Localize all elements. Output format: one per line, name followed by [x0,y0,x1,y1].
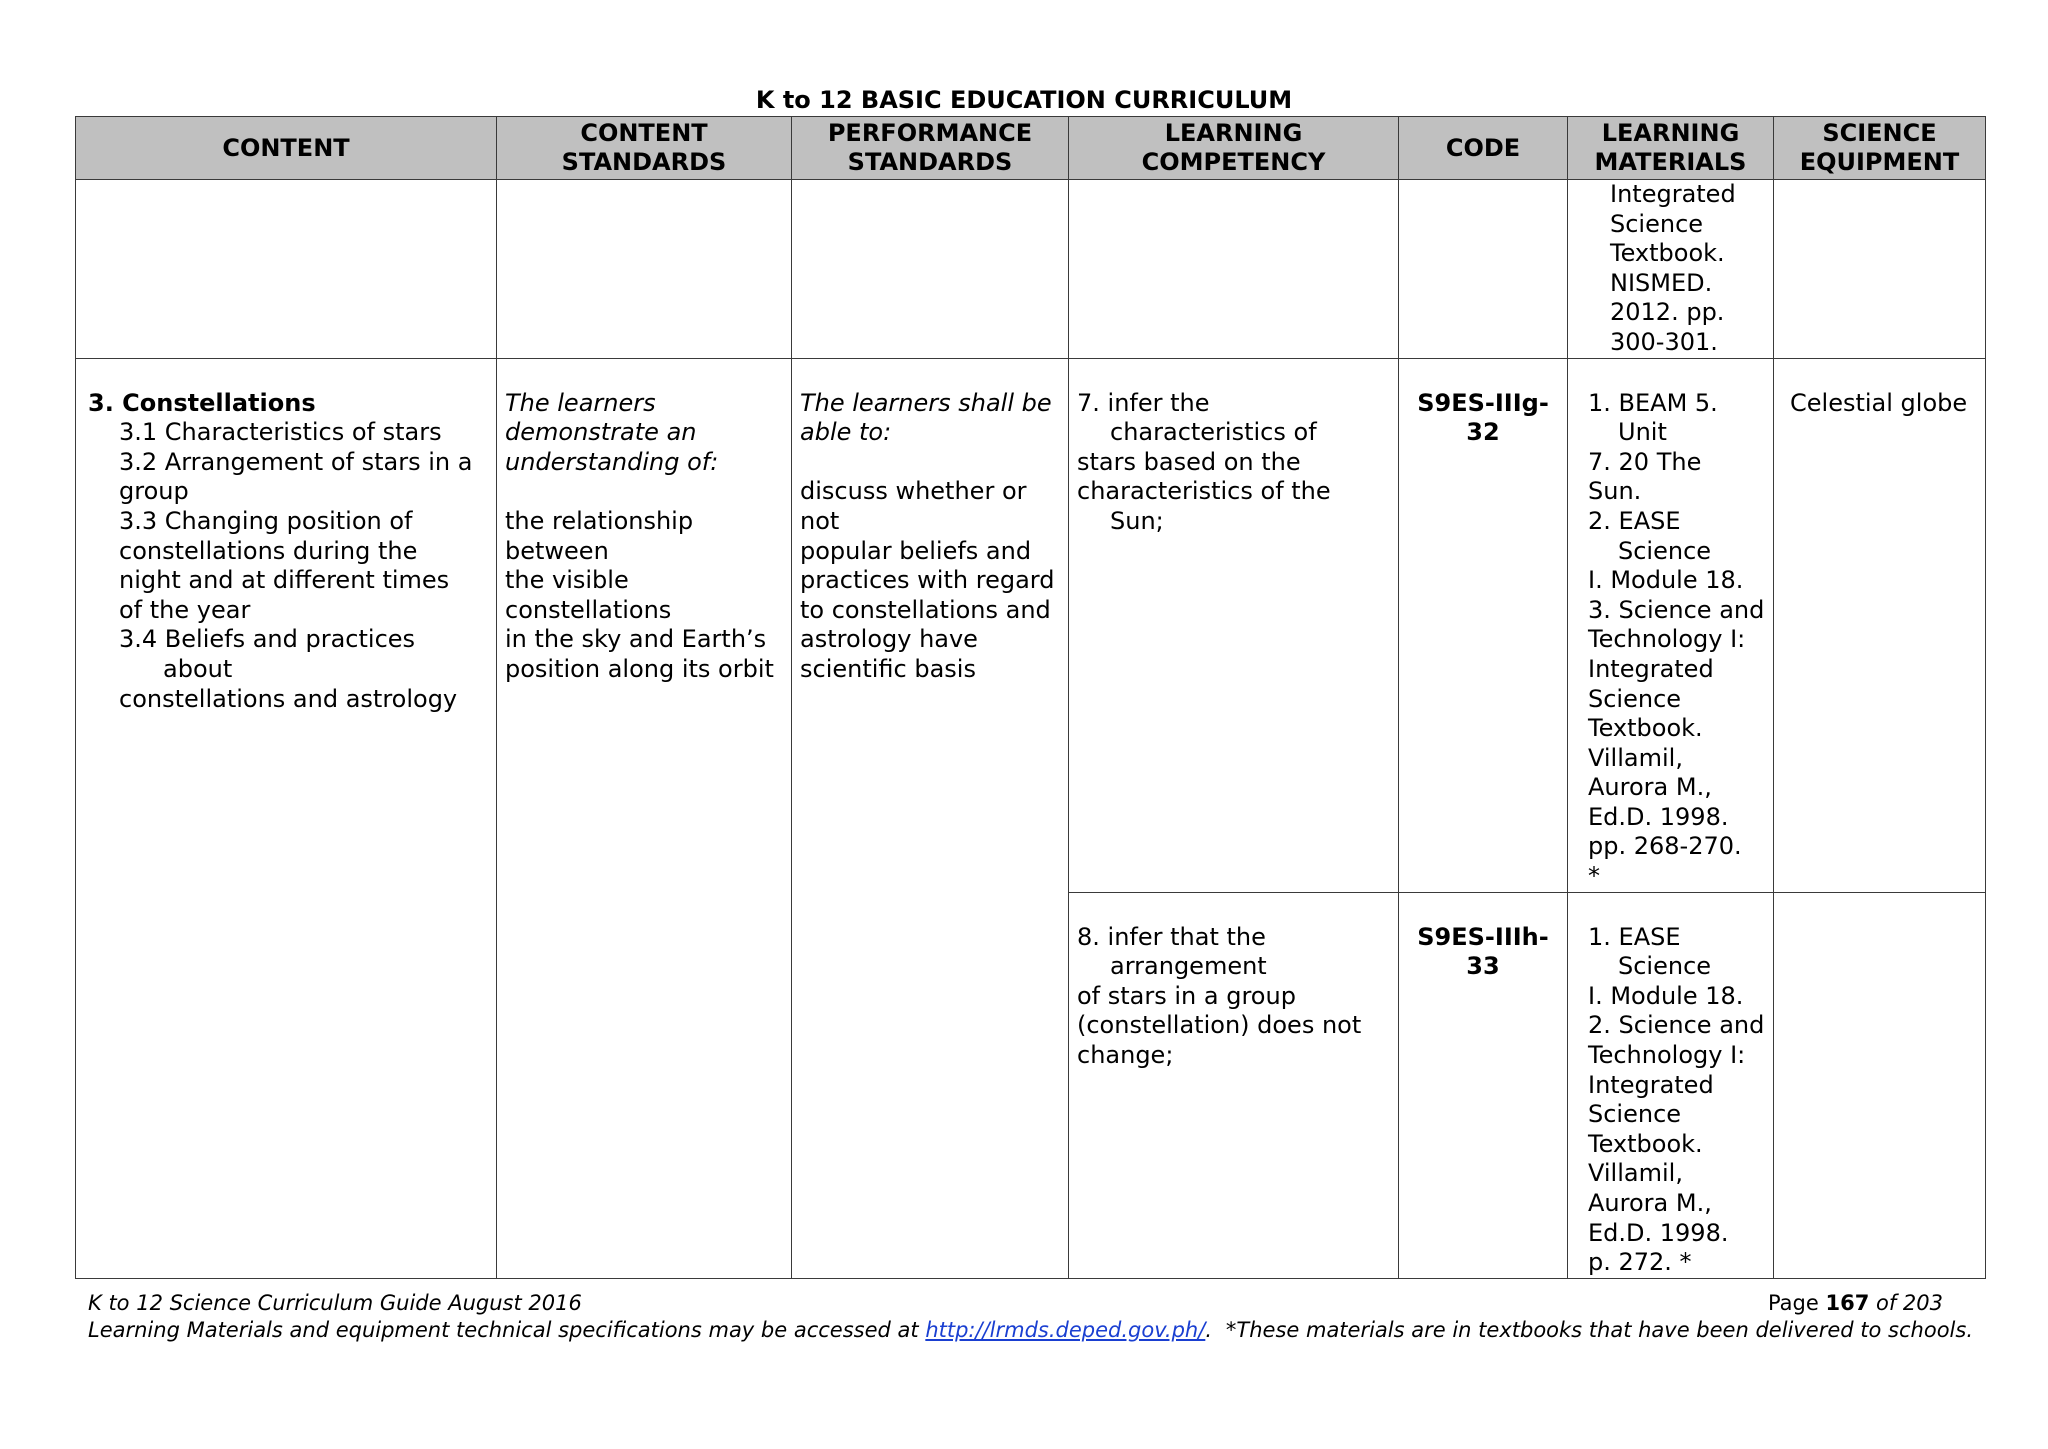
header-performance-standards: PERFORMANCE STANDARDS [792,117,1069,180]
header-content-standards: CONTENT STANDARDS [497,117,792,180]
content-subtopic: 3.4 Beliefs and practices about constellations and astrology [119,625,458,713]
material-item: 2. Science and Technology I: Integrated Science Textbook. Villamil, Aurora M., Ed.D. 1998. p. 272. * [1588,1011,1765,1277]
footer-page-number: Page 167 of 203 [1767,1291,1943,1315]
content-standards-intro: The learners demonstrate an understanding of: [505,388,719,476]
cell-content-standards [497,358,792,1278]
cell-code: S9ES-IIIg- 32 [1399,358,1568,892]
competency-code: S9ES-IIIg- [1417,388,1549,417]
competency-code: S9ES-IIIh- [1417,922,1549,951]
header-learning-competency: LEARNING COMPETENCY [1069,117,1399,180]
cell-competency [1069,892,1399,1278]
material-item: 1. BEAM 5. Unit 7. 20 The Sun. [1588,388,1718,506]
cell-competency [1069,180,1399,359]
table-header-row [76,117,1986,180]
content-standards-body: the relationship between the visible constellations in the sky and Earth’s position along its orbit [505,506,774,683]
competency-item: 8. infer that the arrangement of stars in a group (constellation) does not change; [1077,922,1362,1070]
cell-equipment [1774,180,1986,359]
cell-performance-standards [792,358,1069,1278]
header-content: CONTENT [76,117,497,180]
material-item: 3. Science and Technology I: Integrated Science Textbook. Villamil, Aurora M., Ed.D. 1998. pp. 268-270. * [1588,595,1765,891]
performance-intro: The learners shall be able to: [800,388,1052,447]
cell-materials [1568,358,1774,892]
content-subtopic: 3.3 Changing position of constellations during the night and at different times of the year [119,506,450,624]
table-row [76,358,1986,892]
table-row [76,180,1986,359]
header-science-equipment: SCIENCE EQUIPMENT [1774,117,1986,180]
content-subtopic: 3.2 Arrangement of stars in a group [119,447,473,506]
cell-content [76,358,497,1278]
content-subtopic: 3.1 Characteristics of stars [119,418,442,447]
material-item: 1. EASE Science I. Module 18. [1588,922,1744,1010]
cell-equipment [1774,892,1986,1278]
competency-item: 7. infer the characteristics of stars based on the characteristics of the Sun; [1077,388,1331,535]
material-item: 2. EASE Science I. Module 18. [1588,506,1744,595]
cell-content-standards [497,180,792,359]
footer-guide-title: K to 12 Science Curriculum Guide August 2016 [88,1291,582,1315]
cell-materials: Integrated Science Textbook. NISMED. 2012. pp. 300-301. [1568,180,1774,359]
lrmds-link[interactable]: http://lrmds.deped.gov.ph/ [925,1318,1206,1342]
page-footer [88,1290,1973,1344]
cell-equipment [1774,358,1986,892]
curriculum-table [75,116,1986,1279]
header-code: CODE [1399,117,1568,180]
footer-access-note: Learning Materials and equipment technical specifications may be accessed at http://lrmds.deped.gov.ph/. [88,1318,1213,1342]
cell-materials [1568,892,1774,1278]
footer-textbook-note: *These materials are in textbooks that have been delivered to schools. [1225,1318,1973,1342]
equipment-item: Celestial globe [1790,388,1968,417]
cell-content [76,180,497,359]
content-heading: 3. Constellations [88,388,316,417]
cell-code: S9ES-IIIh- 33 [1399,892,1568,1278]
document-title: K to 12 BASIC EDUCATION CURRICULUM [755,86,1293,114]
header-learning-materials: LEARNING MATERIALS [1568,117,1774,180]
performance-body: discuss whether or not popular beliefs and practices with regard to constellations and astrology have scientific basis [800,477,1055,683]
cell-competency [1069,358,1399,892]
cell-performance-standards [792,180,1069,359]
cell-code [1399,180,1568,359]
